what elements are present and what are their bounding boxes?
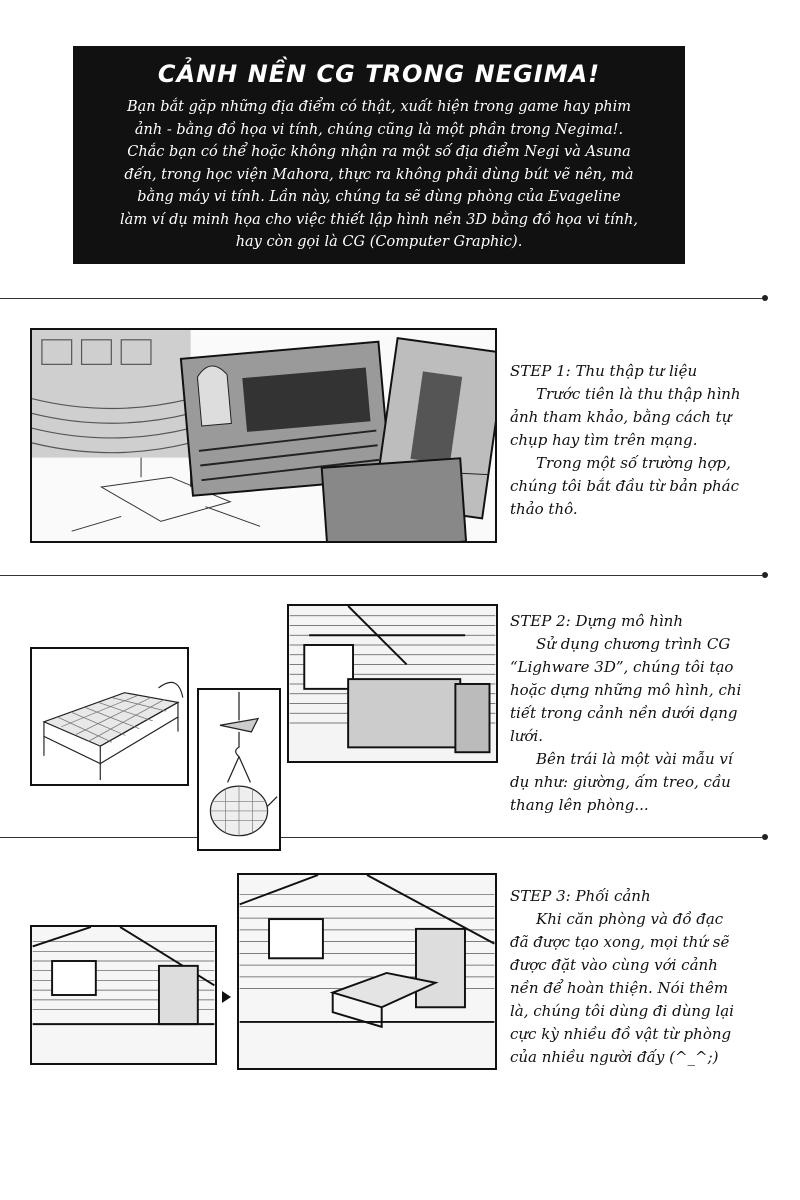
step1-heading: STEP 1: Thu thập tư liệu [510,362,698,380]
step2-line: thang lên phòng... [510,796,649,814]
intro-line: làm ví dụ minh họa cho việc thiết lập hình nền 3D bằng đồ họa vi tính, [120,211,638,228]
step2-line: dụ như: giường, ấm treo, cầu [510,773,731,791]
intro-line: ảnh - bằng đồ họa vi tính, chúng cũng là một phần trong Negima!. [134,121,624,138]
step3-line: của nhiều người đấy (^_^;) [510,1048,719,1066]
step3-line: đã được tạo xong, mọi thứ sẽ [510,933,730,951]
room-complete-image [237,873,497,1070]
step2-line: Sử dụng chương trình CG [536,635,731,653]
stairs-model-image [287,604,498,763]
step3-line: được đặt vào cùng với cảnh [510,956,718,974]
teapot-model-image [197,688,281,851]
intro-line: Chắc bạn có thể hoặc không nhận ra một số địa điểm Negi và Asuna [127,144,631,160]
intro-box [73,46,685,264]
step1-line: Trong một số trường hợp, [536,454,731,472]
divider-dot [762,295,768,301]
divider-dot [762,834,768,840]
step2-line: “Lighware 3D”, chúng tôi tạo [510,658,734,676]
step1-line: ảnh tham khảo, bằng cách tự [510,408,732,426]
step1-line: chụp hay tìm trên mạng. [510,431,698,449]
step3-line: Khi căn phòng và đồ đạc [536,910,724,928]
step2-line: tiết trong cảnh nền dưới dạng [510,704,738,722]
step1-line: chúng tôi bắt đầu từ bản phác [510,477,739,495]
step2-text [510,610,741,817]
section-divider [0,575,762,576]
step1-collage [30,328,497,543]
intro-line: hay còn gọi là CG (Computer Graphic). [235,234,523,250]
step3-text [510,885,734,1069]
intro-line: đến, trong học viện Mahora, thực ra không phải dùng bút vẽ nên, mà [124,166,634,183]
section-divider [0,837,762,838]
step3-line: cực kỳ nhiều đồ vật từ phòng [510,1025,732,1043]
section-divider [0,298,762,299]
arrow-right-icon [222,991,231,1003]
intro-line: bằng máy vi tính. Lần này, chúng ta sẽ dùng phòng của Evageline [137,189,621,205]
step1-text [510,360,741,521]
step2-line: hoặc dựng những mô hình, chi [510,681,742,699]
step3-heading: STEP 3: Phối cảnh [510,887,651,905]
intro-line: Bạn bắt gặp những địa điểm có thật, xuất hiện trong game hay phim [126,99,632,115]
bed-model-image [30,647,189,786]
step2-line: Bên trái là một vài mẫu ví [536,750,733,768]
room-empty-image [30,925,217,1065]
step3-line: là, chúng tôi dùng đi dùng lại [510,1002,734,1020]
step2-line: lưới. [510,727,544,745]
step1-line: thảo thô. [510,500,578,518]
step1-line: Trước tiên là thu thập hình [536,385,741,403]
step3-line: nền để hoàn thiện. Nói thêm [510,979,729,997]
divider-dot [762,572,768,578]
intro-title: CẢNH NỀN CG TRONG NEGIMA! [157,60,601,88]
step2-heading: STEP 2: Dựng mô hình [510,612,683,630]
